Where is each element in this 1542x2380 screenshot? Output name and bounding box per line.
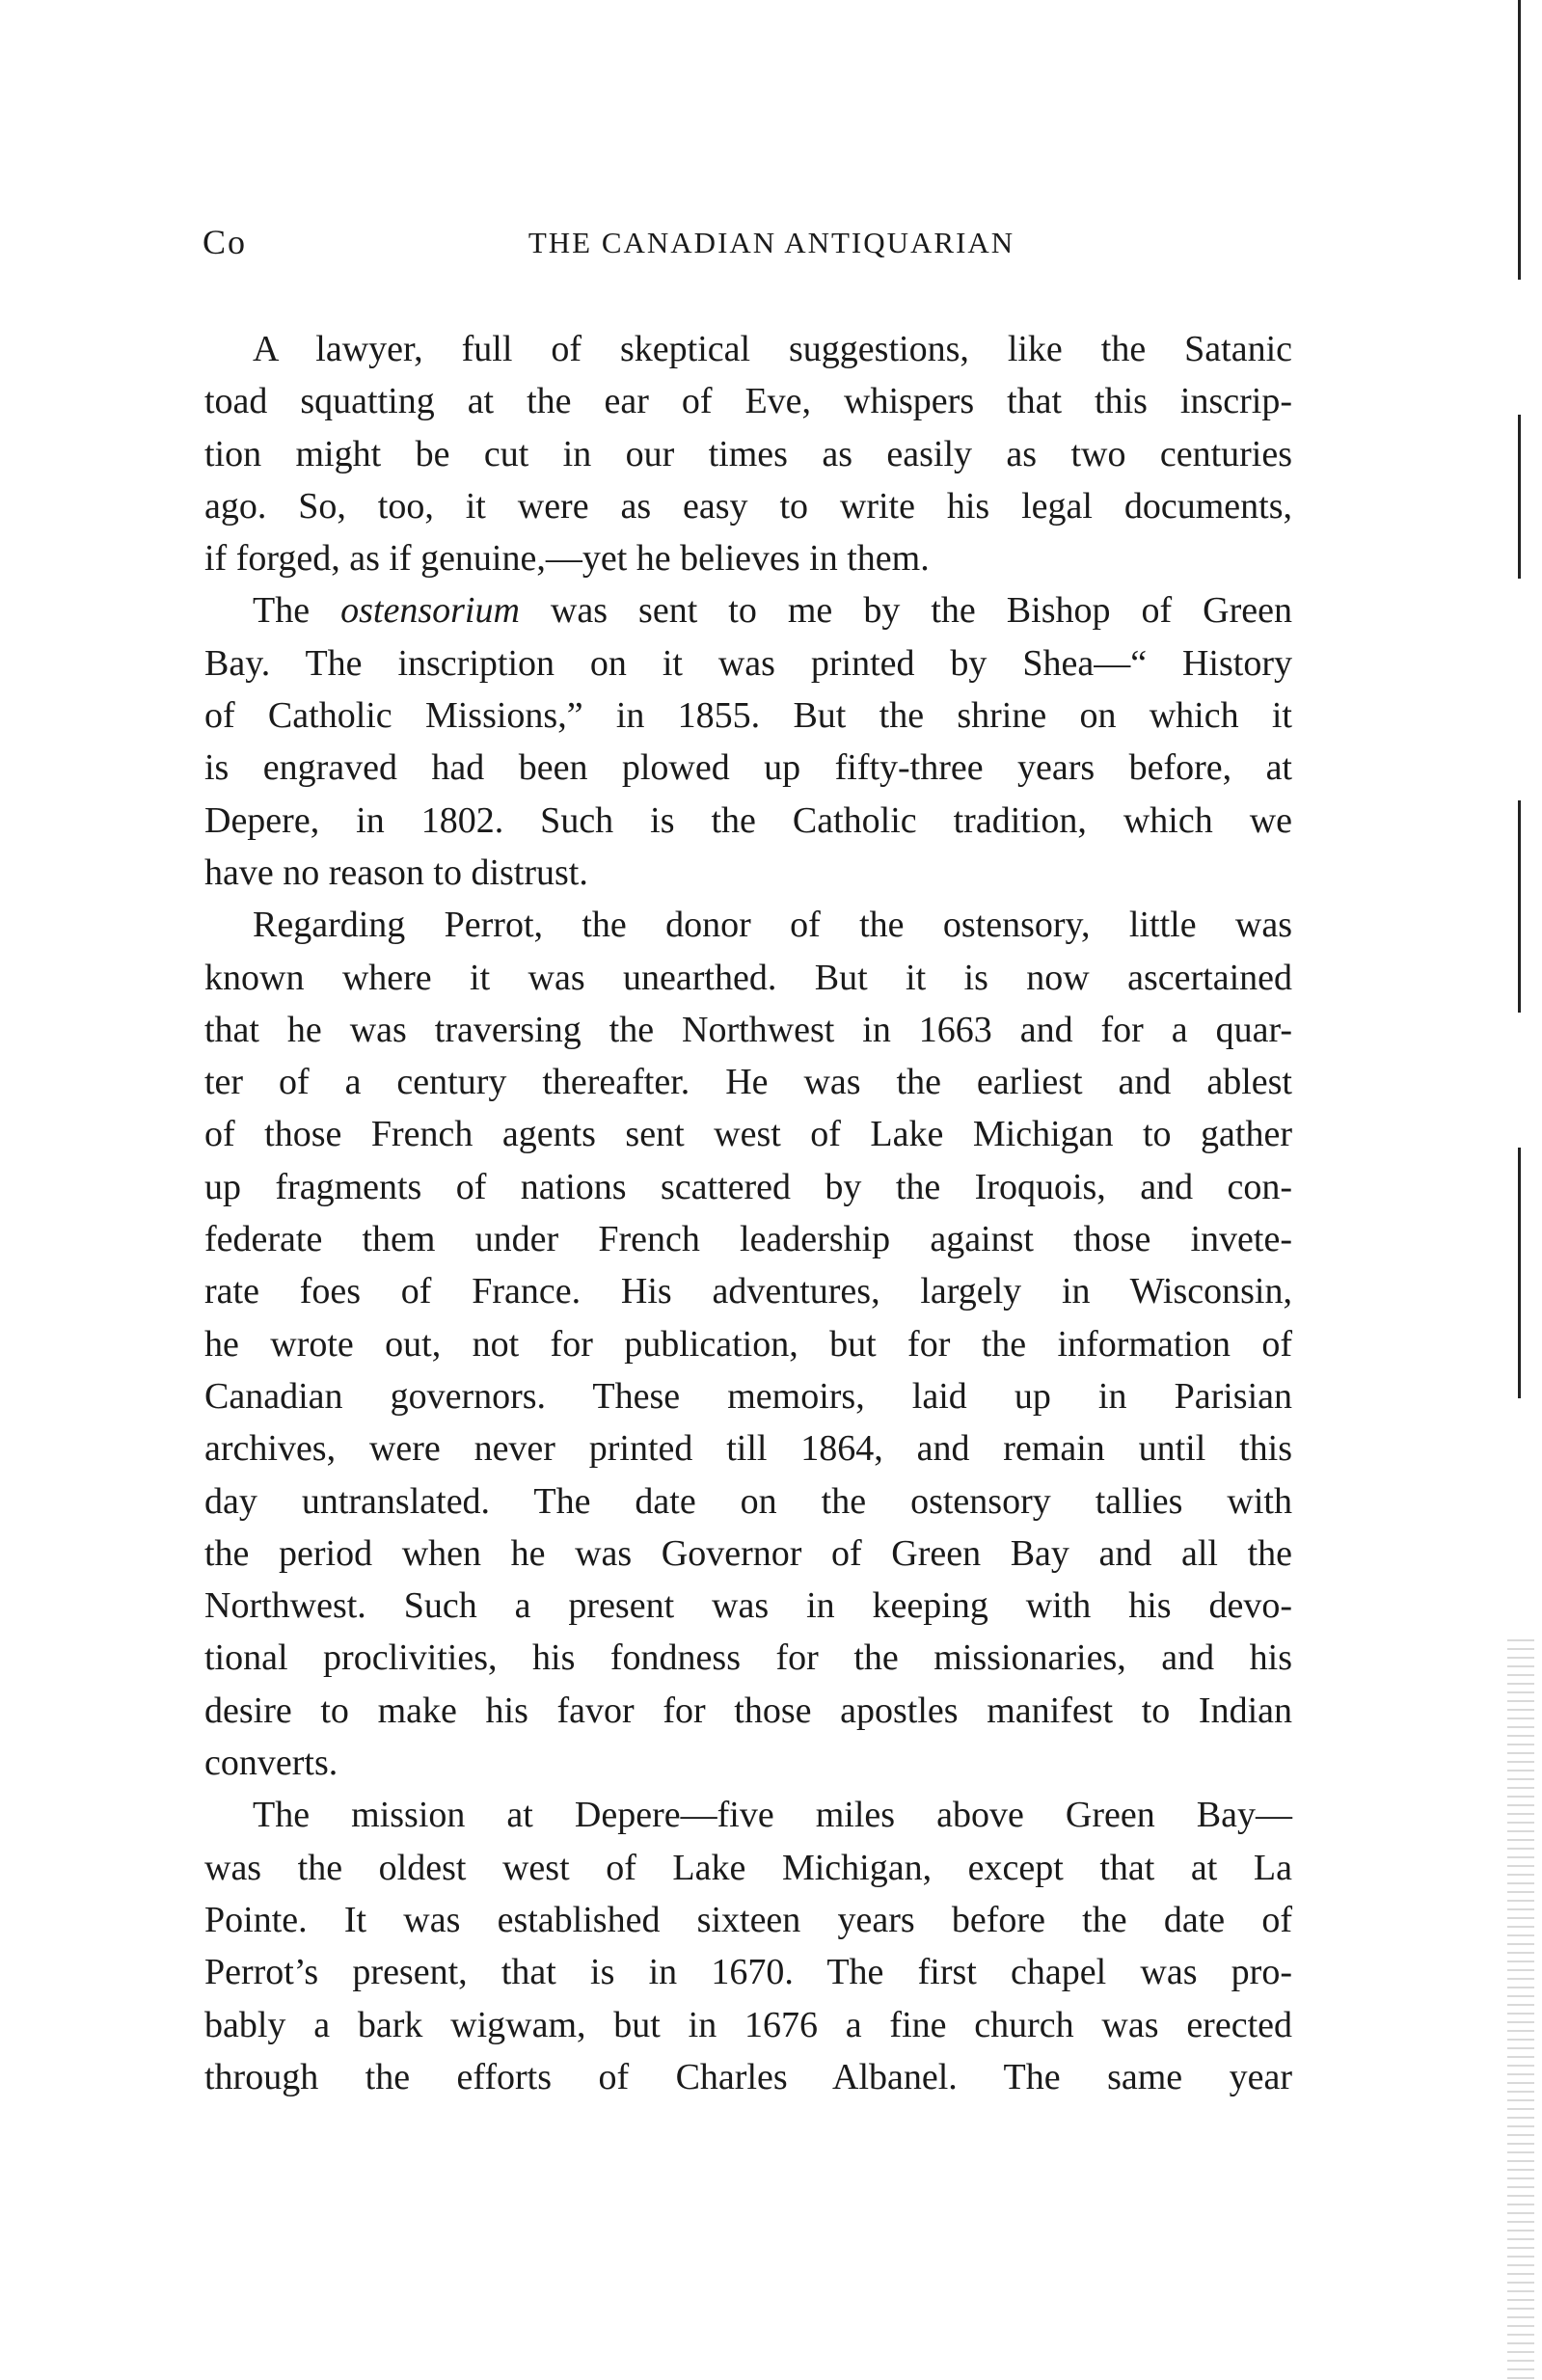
text-line: toad squatting at the ear of Eve, whispers that this inscrip- <box>204 381 1292 422</box>
text-line: rate foes of France. His adventures, largely in Wisconsin, <box>204 1271 1292 1312</box>
text-line: have no reason to distrust. <box>204 852 588 893</box>
text-line: Bay. The inscription on it was printed by Shea—“ History <box>204 642 1292 684</box>
text-line: Perrot’s present, that is in 1670. The first chapel was pro- <box>204 1952 1292 1993</box>
paragraph-2 <box>204 584 1292 899</box>
page-number: Co <box>203 223 248 261</box>
text-line: is engraved had been plowed up fifty-three years before, at <box>204 747 1292 789</box>
text-line: tional proclivities, his fondness for the missionaries, and his <box>204 1637 1292 1679</box>
text-line: of Catholic Missions,” in 1855. But the shrine on which it <box>204 695 1292 737</box>
text-line <box>204 584 1292 636</box>
text-fragment: was sent to me by the Bishop of Green <box>519 590 1293 632</box>
text-line: Canadian governors. These memoirs, laid up in Parisian <box>204 1375 1292 1417</box>
text-line: A lawyer, full of skeptical suggestions, like the Satanic <box>253 329 1292 369</box>
italic-term: ostensorium <box>340 590 520 632</box>
text-line: ter of a century thereafter. He was the earliest and ablest <box>204 1062 1292 1103</box>
text-line: the period when he was Governor of Green Bay and all the <box>204 1532 1292 1574</box>
text-line: ago. So, too, it were as easy to write his legal documents, <box>204 485 1292 527</box>
text-line: day untranslated. The date on the ostensory tallies with <box>204 1480 1292 1522</box>
body-text <box>204 323 1292 2103</box>
text-line: The mission at Depere—five miles above Green Bay— <box>253 1795 1292 1836</box>
page-edge-rule <box>1518 0 1521 280</box>
running-head: THE CANADIAN ANTIQUARIAN <box>528 226 1015 259</box>
page-header <box>203 222 1340 280</box>
text-line: known where it was unearthed. But it is now ascertained <box>204 957 1292 998</box>
text-line: bably a bark wigwam, but in 1676 a fine church was erected <box>204 2004 1292 2045</box>
page-edge-rule <box>1518 415 1521 579</box>
text-line: Regarding Perrot, the donor of the ostensory, little was <box>253 905 1292 946</box>
text-line: he wrote out, not for publication, but for the information of <box>204 1323 1292 1365</box>
paragraph-4 <box>204 1789 1292 2103</box>
text-line: tion might be cut in our times as easily as two centuries <box>204 433 1292 474</box>
page-edge-rule <box>1518 800 1521 1013</box>
text-fragment: The <box>253 590 341 632</box>
text-line: if forged, as if genuine,—yet he believes in them. <box>204 538 930 580</box>
page-edge-speckle <box>1507 1639 1534 2380</box>
text-line: of those French agents sent west of Lake Michigan to gather <box>204 1114 1292 1155</box>
text-line: was the oldest west of Lake Michigan, except that at La <box>204 1847 1292 1888</box>
text-line: Depere, in 1802. Such is the Catholic tradition, which we <box>204 799 1292 841</box>
text-line: converts. <box>204 1743 338 1784</box>
paragraph-1 <box>204 323 1292 584</box>
text-line: Northwest. Such a present was in keeping with his devo- <box>204 1585 1292 1627</box>
text-line: up fragments of nations scattered by the Iroquois, and con- <box>204 1166 1292 1207</box>
text-line: archives, were never printed till 1864, and remain until this <box>204 1428 1292 1470</box>
page-edge-rule <box>1518 1148 1521 1398</box>
paragraph-3 <box>204 899 1292 1789</box>
text-line: that he was traversing the Northwest in 1663 and for a quar- <box>204 1009 1292 1050</box>
text-line: through the efforts of Charles Albanel. The same year <box>204 2056 1292 2097</box>
text-line: federate them under French leadership against those invete- <box>204 1219 1292 1260</box>
text-line: Pointe. It was established sixteen years before the date of <box>204 1899 1292 1940</box>
text-line: desire to make his favor for those apostles manifest to Indian <box>204 1690 1292 1731</box>
